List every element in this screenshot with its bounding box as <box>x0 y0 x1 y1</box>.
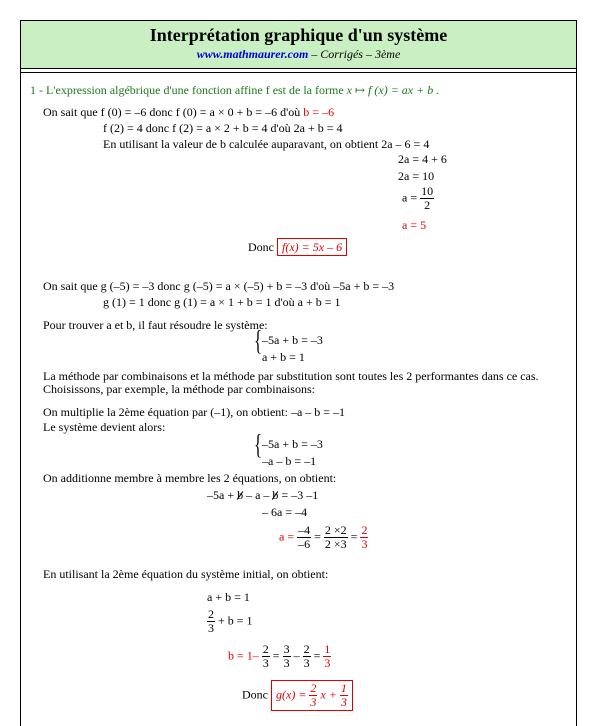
g-line-2: g (1) = 1 donc g (1) = a × 1 + b = 1 d'où a + b = 1 <box>103 295 341 309</box>
fraction <box>324 524 348 551</box>
divider <box>21 72 576 73</box>
denominator: 3 <box>340 695 347 709</box>
f-line-5: 2a = 10 <box>398 169 435 183</box>
equation-rest: + b = 1 <box>218 613 253 628</box>
addition-part: = –3 –1 <box>278 488 319 502</box>
fraction <box>309 682 317 709</box>
f-line-4: 2a = 4 + 6 <box>398 152 447 166</box>
b-label: b = 1– <box>228 648 259 663</box>
fraction <box>297 524 311 551</box>
fraction <box>303 643 311 670</box>
fraction <box>323 643 331 670</box>
numerator: 2 ×2 <box>324 523 347 537</box>
system-brace: { <box>254 326 263 357</box>
denominator: 3 <box>262 656 269 670</box>
denominator: 3 <box>324 656 331 670</box>
fraction <box>420 185 434 212</box>
addition-part: – a – <box>243 488 270 502</box>
b-line-3: b = 1– $\frac{2}{3}$ = $\frac{3}{3}$ – $\frac{2}{3}$ = $\frac{1}{3}$ <box>228 642 331 670</box>
denominator: –6 <box>298 537 311 551</box>
donc-label: Donc <box>242 687 268 702</box>
f-conclusion <box>248 240 347 254</box>
numerator: 10 <box>421 184 434 198</box>
intro-text: 1 - L'expression algébrique d'une fonction affine f est de la forme <box>30 83 347 97</box>
fraction <box>283 643 291 670</box>
page-title: Interprétation graphique d'un système <box>149 25 448 45</box>
f-line-1 <box>43 105 334 119</box>
denominator: 3 <box>310 695 317 709</box>
denominator: 3 <box>283 656 290 670</box>
numerator: 1 <box>324 642 331 656</box>
subtitle-rest: – Corrigés – 3ème <box>311 47 401 61</box>
system-1-eq-1: –5a + b = –3 <box>262 333 323 347</box>
fraction <box>340 682 348 709</box>
system-1-eq-2: a + b = 1 <box>262 350 305 364</box>
fraction <box>207 608 215 635</box>
addition-part: –5a + <box>207 488 235 502</box>
system-2-eq-2: –a – b = –1 <box>262 454 317 468</box>
denominator: 3 <box>208 621 214 635</box>
numerator: 2 <box>361 523 368 537</box>
g-line-8: On additionne membre à membre les 2 équations, on obtient: <box>43 471 337 485</box>
f-line-2: f (2) = 4 donc f (2) = a × 2 + b = 4 d'où 2a + b = 4 <box>103 121 343 135</box>
f-line-1-text: On sait que f (0) = –6 donc f (0) = a × 0 + b = –6 d'où <box>43 105 301 119</box>
numerator: 1 <box>340 681 347 695</box>
addition-line-1 <box>207 488 318 502</box>
denominator: 2 ×3 <box>324 537 347 551</box>
g-answer-box <box>271 680 353 711</box>
g-line-9: En utilisant la 2ème équation du système initial, on obtient: <box>43 567 329 581</box>
b-line-1: a + b = 1 <box>207 590 250 604</box>
numerator: 3 <box>283 642 290 656</box>
page-subtitle <box>21 47 576 62</box>
a-calculation: a = $\frac{-4}{-6}$ = $\frac{2 \times 2}{2 \times 3}$ = $\frac{2}{3}$ <box>279 523 368 551</box>
cancelled-term: b <box>272 488 279 502</box>
donc-label: Donc <box>248 240 274 254</box>
g-line-4: La méthode par combinaisons et la méthode par substitution sont toutes les 2 performantes dans ce cas. <box>43 369 539 383</box>
g-line-6: On multiplie la 2ème équation par (–1), on obtient: –a – b = –1 <box>43 405 346 419</box>
a-label: a = <box>402 190 418 205</box>
numerator: 2 <box>310 681 317 695</box>
denominator: 3 <box>303 656 310 670</box>
intro-formula: x ↦ f (x) = ax + b . <box>346 83 440 97</box>
g-answer-part: x + <box>320 687 337 702</box>
addition-line-2: – 6a = –4 <box>262 505 308 519</box>
cancelled-term: b <box>237 488 244 502</box>
f-line-3: En utilisant la valeur de b calculée auparavant, on obtient 2a – 6 = 4 <box>103 137 430 151</box>
g-conclusion <box>242 680 353 711</box>
f-line-6 <box>402 185 434 212</box>
denominator: 2 <box>424 198 431 212</box>
fraction <box>360 524 368 551</box>
system-brace: { <box>254 430 263 461</box>
system-2-eq-1: –5a + b = –3 <box>262 437 323 451</box>
numerator: 2 <box>208 607 214 621</box>
a-result: a = 5 <box>402 218 427 232</box>
b-line-2 <box>207 608 253 635</box>
g-line-7: Le système devient alors: <box>43 420 166 434</box>
g-line-5: Choisissons, par exemple, la méthode par combinaisons: <box>43 382 315 396</box>
fraction <box>262 643 270 670</box>
numerator: 2 <box>303 642 310 656</box>
site-link[interactable]: www.mathmaurer.com <box>196 47 309 61</box>
b-result: b = –6 <box>303 105 335 119</box>
numerator: 2 <box>262 642 269 656</box>
g-answer-part: g(x) = <box>276 687 307 702</box>
a-label: a = <box>279 529 295 544</box>
denominator: 3 <box>361 537 368 551</box>
header <box>21 21 576 69</box>
g-line-1: On sait que g (–5) = –3 donc g (–5) = a × (–5) + b = –3 d'où –5a + b = –3 <box>43 279 395 293</box>
q1-intro <box>30 83 439 97</box>
numerator: –4 <box>298 523 311 537</box>
g-line-3: Pour trouver a et b, il faut résoudre le système: <box>43 318 268 332</box>
f-answer-box: f(x) = 5x – 6 <box>277 238 347 256</box>
